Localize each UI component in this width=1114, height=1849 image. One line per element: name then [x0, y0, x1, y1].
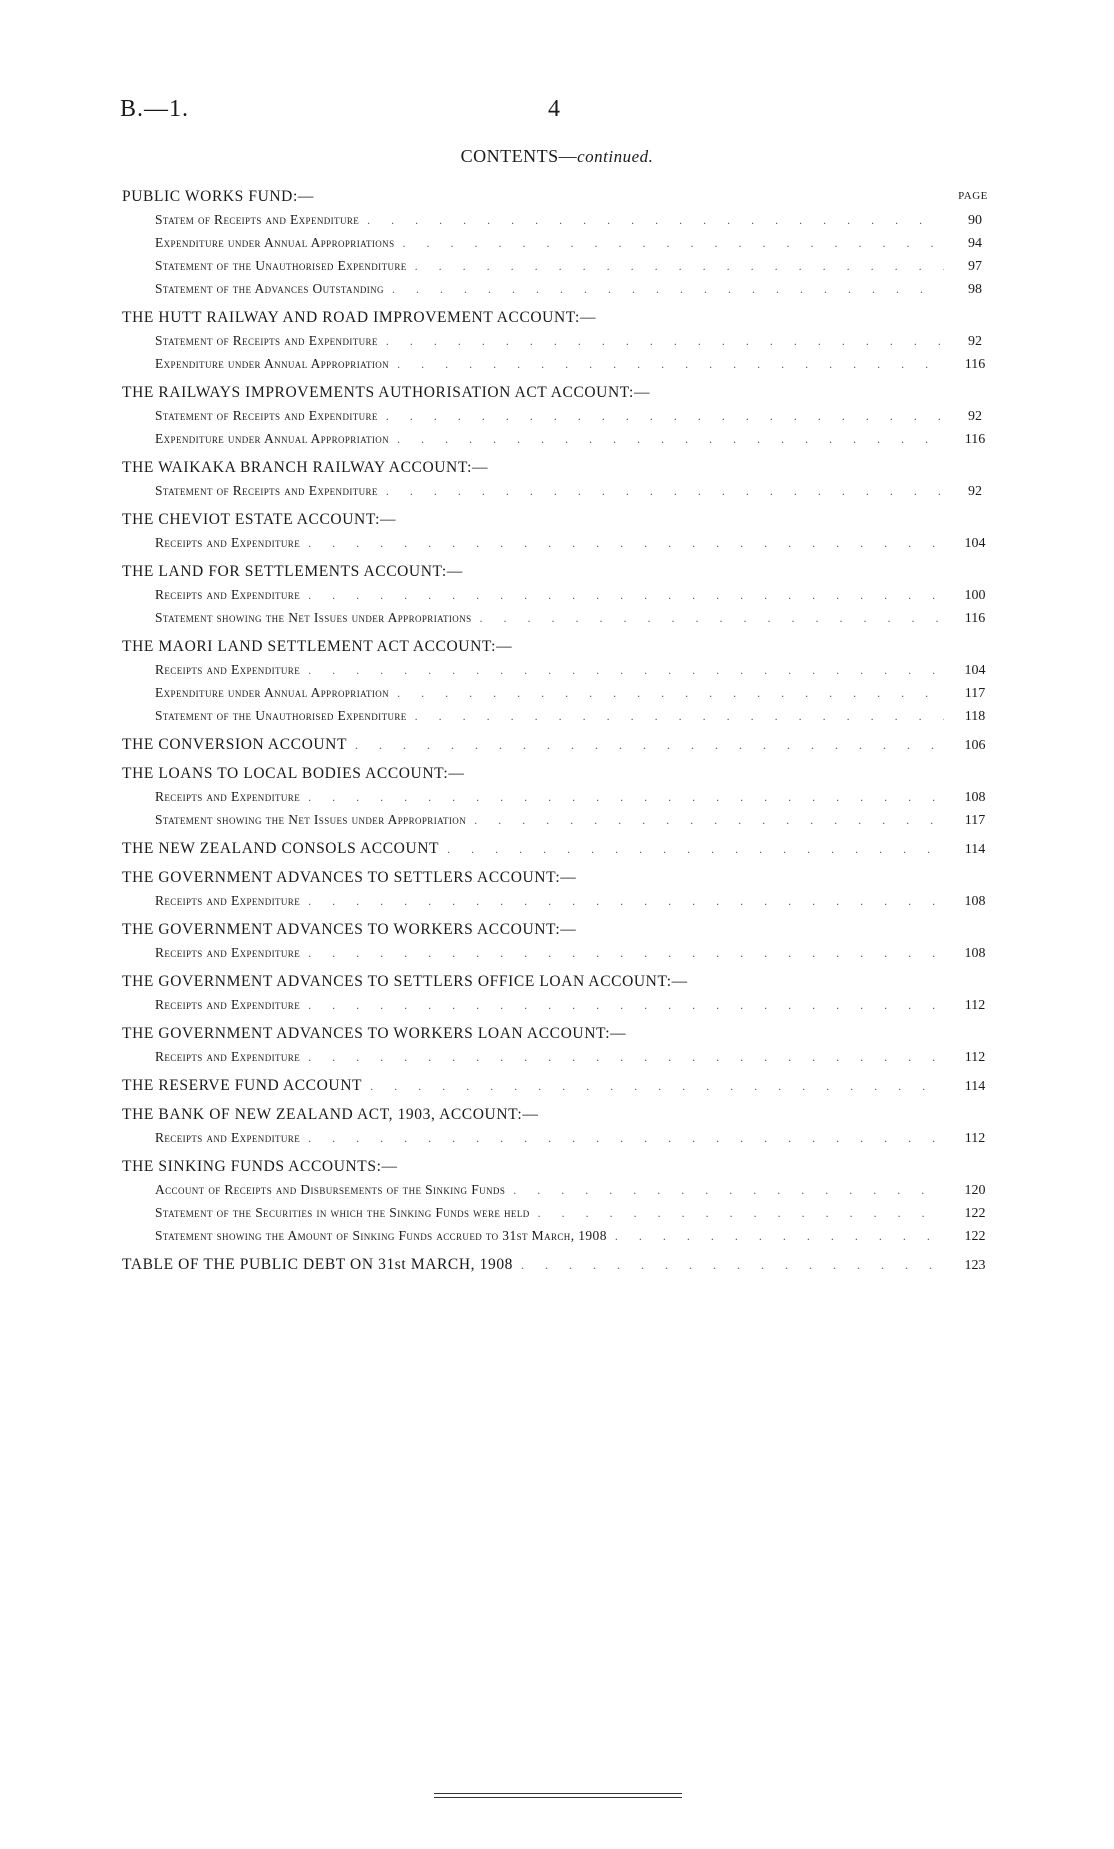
dot-leader: [538, 1202, 944, 1225]
toc-entry: [122, 1201, 998, 1224]
page-column-header: PAGE: [958, 190, 988, 202]
toc-entry: [122, 941, 998, 964]
entry-page-number: 116: [964, 611, 986, 626]
entry-page-number: 92: [968, 409, 982, 424]
toc-entry: [122, 681, 998, 704]
section-heading: THE WAIKAKA BRANCH RAILWAY ACCOUNT:—: [122, 459, 489, 476]
toc-main-entry: [122, 837, 998, 860]
section-heading: THE HUTT RAILWAY AND ROAD IMPROVEMENT ACCOUNT:—: [122, 309, 597, 326]
entry-label: Statement of Receipts and Expenditure: [155, 483, 378, 498]
dot-leader: [397, 428, 944, 451]
dot-leader: [480, 607, 945, 630]
entry-page-number: 123: [964, 1258, 986, 1273]
entry-page-number: 92: [968, 484, 982, 499]
dot-leader: [370, 1075, 944, 1098]
dot-leader: [308, 1046, 944, 1069]
entry-label: Receipts and Expenditure: [155, 789, 301, 804]
entry-page-number: 118: [964, 709, 986, 724]
dot-leader: [308, 1127, 944, 1150]
toc-entry: [122, 889, 998, 912]
entry-label: THE CONVERSION ACCOUNT: [122, 736, 348, 753]
toc-entry: [122, 231, 998, 254]
entry-label: Statem of Receipts and Expenditure: [155, 212, 360, 227]
entry-label: Receipts and Expenditure: [155, 893, 301, 908]
entry-label: Statement showing the Amount of Sinking Funds accrued to 31st March, 1908: [155, 1228, 607, 1243]
dot-leader: [415, 705, 944, 728]
entry-page-number: 117: [964, 813, 986, 828]
entry-page-number: 104: [964, 663, 986, 678]
rule-line: [434, 1797, 682, 1798]
entry-label: Statement showing the Net Issues under Appropriation: [155, 812, 467, 827]
dot-leader: [392, 278, 944, 301]
dot-leader: [308, 994, 944, 1017]
entry-label: Expenditure under Annual Appropriation: [155, 356, 390, 371]
entry-label: Statement of Receipts and Expenditure: [155, 408, 378, 423]
toc-entry: [122, 993, 998, 1016]
section-heading: THE LOANS TO LOCAL BODIES ACCOUNT:—: [122, 765, 465, 782]
entry-label: Receipts and Expenditure: [155, 997, 301, 1012]
toc-entry: [122, 606, 998, 629]
toc-entry: [122, 583, 998, 606]
page-number: 4: [548, 96, 560, 122]
dot-leader: [355, 734, 944, 757]
dot-leader: [474, 809, 944, 832]
dot-leader: [308, 532, 944, 555]
contents-title-suffix: continued.: [577, 147, 654, 166]
toc-entry: [122, 427, 998, 450]
entry-label: Receipts and Expenditure: [155, 535, 301, 550]
entry-label: Receipts and Expenditure: [155, 1049, 301, 1064]
toc-entry: [122, 254, 998, 277]
entry-page-number: 108: [964, 946, 986, 961]
entry-page-number: 122: [964, 1229, 986, 1244]
entry-label: THE NEW ZEALAND CONSOLS ACCOUNT: [122, 840, 440, 857]
toc-main-entry: [122, 1074, 998, 1097]
toc-main-entry: [122, 1253, 998, 1276]
entry-label: TABLE OF THE PUBLIC DEBT ON 31st MARCH, 1908: [122, 1256, 514, 1273]
entry-page-number: 116: [964, 432, 986, 447]
document-reference: B.—1.: [120, 96, 190, 122]
entry-page-number: 116: [964, 357, 986, 372]
entry-label: Expenditure under Annual Appropriation: [155, 685, 390, 700]
entry-page-number: 117: [964, 686, 986, 701]
entry-page-number: 114: [964, 1079, 986, 1094]
entry-label: Receipts and Expenditure: [155, 587, 301, 602]
entry-page-number: 97: [968, 259, 982, 274]
section-heading: THE RAILWAYS IMPROVEMENTS AUTHORISATION ACT ACCOUNT:—: [122, 384, 651, 401]
toc-entry: [122, 329, 998, 352]
entry-page-number: 108: [964, 790, 986, 805]
toc-entry: [122, 404, 998, 427]
toc-entry: [122, 1045, 998, 1068]
section-heading: PUBLIC WORKS FUND:—: [122, 188, 314, 205]
section-heading: THE SINKING FUNDS ACCOUNTS:—: [122, 1158, 398, 1175]
entry-label: Statement of Receipts and Expenditure: [155, 333, 378, 348]
section-heading: THE MAORI LAND SETTLEMENT ACT ACCOUNT:—: [122, 638, 513, 655]
entry-page-number: 112: [964, 1050, 986, 1065]
entry-page-number: 106: [964, 738, 986, 753]
closing-rule: [434, 1793, 682, 1801]
entry-page-number: 112: [964, 998, 986, 1013]
entry-page-number: 122: [964, 1206, 986, 1221]
section-heading: THE GOVERNMENT ADVANCES TO SETTLERS OFFICE LOAN ACCOUNT:—: [122, 973, 688, 990]
toc-entry: [122, 352, 998, 375]
rule-line: [434, 1793, 682, 1794]
entry-page-number: 120: [964, 1183, 986, 1198]
entry-label: Receipts and Expenditure: [155, 1130, 301, 1145]
toc-entry: [122, 479, 998, 502]
entry-label: Statement of the Unauthorised Expenditure: [155, 708, 407, 723]
entry-label: Receipts and Expenditure: [155, 662, 301, 677]
dot-leader: [403, 232, 945, 255]
dot-leader: [386, 330, 944, 353]
dot-leader: [308, 942, 944, 965]
entry-page-number: 108: [964, 894, 986, 909]
entry-label: Statement showing the Net Issues under Appropriations: [155, 610, 472, 625]
entry-label: Account of Receipts and Disbursements of the Sinking Funds: [155, 1182, 506, 1197]
dot-leader: [386, 405, 944, 428]
toc-entry: [122, 704, 998, 727]
section-heading: THE GOVERNMENT ADVANCES TO WORKERS ACCOUNT:—: [122, 921, 577, 938]
toc-entry: [122, 785, 998, 808]
toc-entry: [122, 1224, 998, 1247]
dot-leader: [386, 480, 944, 503]
toc-entry: [122, 208, 998, 231]
entry-label: Expenditure under Annual Appropriations: [155, 235, 395, 250]
toc-entry: [122, 1126, 998, 1149]
toc-entry: [122, 1178, 998, 1201]
toc-entry: [122, 277, 998, 300]
dot-leader: [397, 682, 944, 705]
dot-leader: [415, 255, 944, 278]
entry-page-number: 90: [968, 213, 982, 228]
entry-label: THE RESERVE FUND ACCOUNT: [122, 1077, 363, 1094]
entry-label: Statement of the Unauthorised Expenditure: [155, 258, 407, 273]
contents-title: [0, 146, 1114, 167]
dot-leader: [397, 353, 944, 376]
entry-label: Receipts and Expenditure: [155, 945, 301, 960]
toc-entry: [122, 808, 998, 831]
entry-label: Statement of the Advances Outstanding: [155, 281, 384, 296]
toc-entry: [122, 531, 998, 554]
dot-leader: [308, 890, 944, 913]
section-heading: THE LAND FOR SETTLEMENTS ACCOUNT:—: [122, 563, 463, 580]
section-heading: THE GOVERNMENT ADVANCES TO SETTLERS ACCOUNT:—: [122, 869, 577, 886]
entry-page-number: 92: [968, 334, 982, 349]
dot-leader: [308, 659, 944, 682]
section-heading: THE BANK OF NEW ZEALAND ACT, 1903, ACCOUNT:—: [122, 1106, 539, 1123]
toc-main-entry: [122, 733, 998, 756]
toc-entry: [122, 658, 998, 681]
entry-page-number: 98: [968, 282, 982, 297]
dot-leader: [447, 838, 944, 861]
dot-leader: [367, 209, 944, 232]
section-heading: THE CHEVIOT ESTATE ACCOUNT:—: [122, 511, 397, 528]
dot-leader: [521, 1254, 944, 1277]
section-heading: THE GOVERNMENT ADVANCES TO WORKERS LOAN ACCOUNT:—: [122, 1025, 627, 1042]
entry-label: Statement of the Securities in which the Sinking Funds were held: [155, 1205, 530, 1220]
entry-page-number: 100: [964, 588, 986, 603]
contents-title-main: CONTENTS—: [460, 146, 578, 166]
entry-page-number: 112: [964, 1131, 986, 1146]
entry-page-number: 104: [964, 536, 986, 551]
dot-leader: [615, 1225, 944, 1248]
entry-label: Expenditure under Annual Appropriation: [155, 431, 390, 446]
dot-leader: [308, 786, 944, 809]
dot-leader: [513, 1179, 944, 1202]
entry-page-number: 94: [968, 236, 982, 251]
dot-leader: [308, 584, 944, 607]
entry-page-number: 114: [964, 842, 986, 857]
table-of-contents: [122, 186, 998, 1276]
